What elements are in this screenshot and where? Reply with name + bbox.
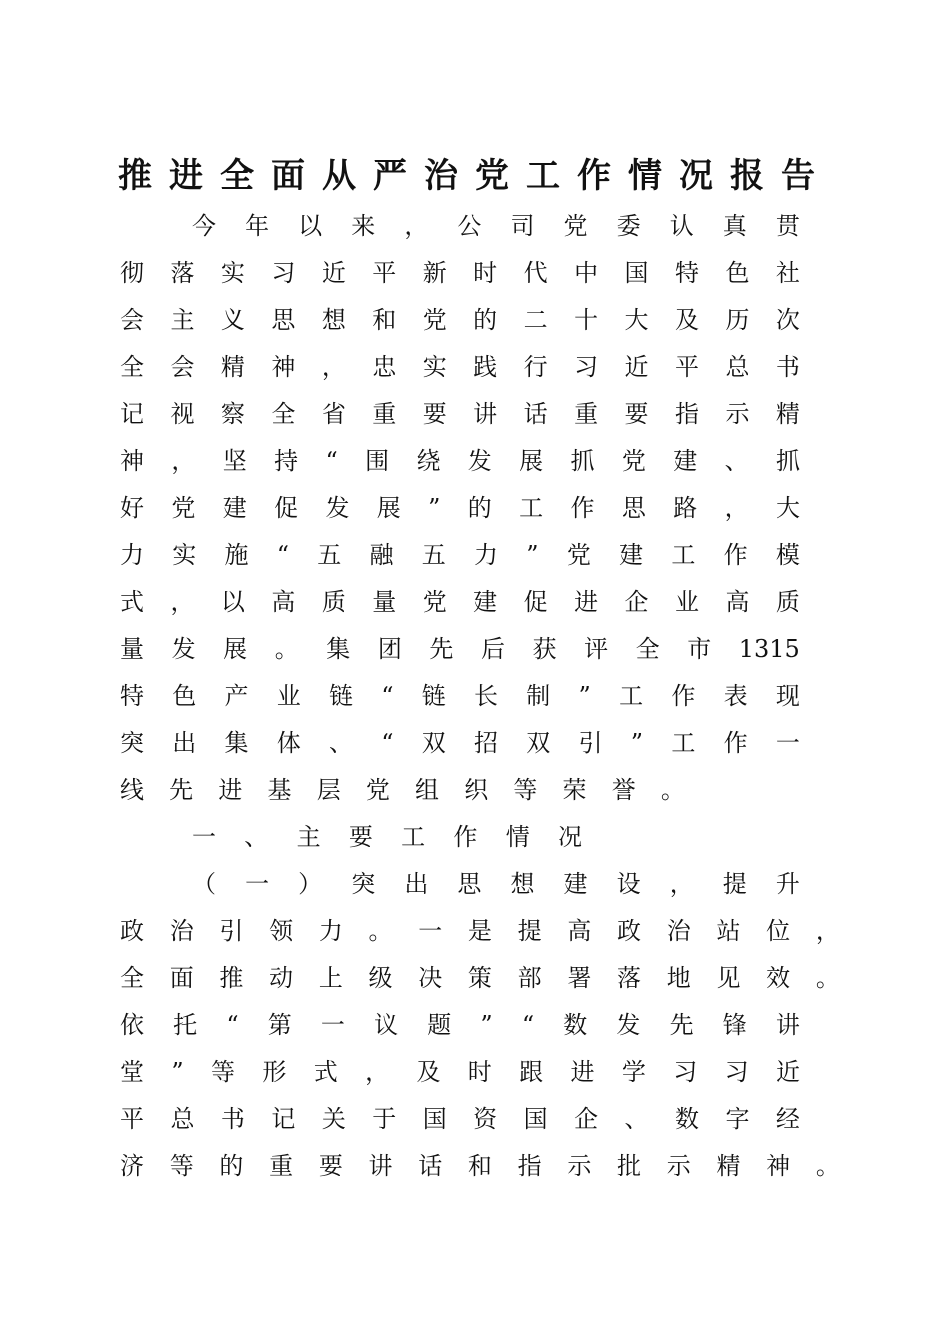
paragraph-line: 突 出 集 体 、 “ 双 招 双 引 ” 工 作 一 (120, 729, 800, 757)
section-heading: 一 、 主 要 工 作 情 况 (192, 823, 582, 851)
paragraph-line: 依 托 “ 第 一 议 题 ” “ 数 发 先 锋 讲 (120, 1011, 800, 1039)
paragraph-line: 彻 落 实 习 近 平 新 时 代 中 国 特 色 社 (120, 259, 800, 287)
paragraph-line: 政 治 引 领 力 。 一 是 提 高 政 治 站 位 ， (120, 917, 840, 945)
paragraph-line: 会 主 义 思 想 和 党 的 二 十 大 及 历 次 (120, 306, 800, 334)
document-title: 推进全面从严治党工作情况报告 (118, 156, 832, 196)
paragraph-line: 式 ， 以 高 质 量 党 建 促 进 企 业 高 质 (120, 588, 800, 616)
paragraph-line: 力 实 施 “ 五 融 五 力 ” 党 建 工 作 模 (120, 541, 800, 569)
paragraph-line: 今 年 以 来 ， 公 司 党 委 认 真 贯 (192, 212, 800, 240)
paragraph-line: 线 先 进 基 层 党 组 织 等 荣 誉 。 (120, 776, 685, 804)
paragraph-line: 济 等 的 重 要 讲 话 和 指 示 批 示 精 神 。 (120, 1152, 840, 1180)
paragraph-line: 特 色 产 业 链 “ 链 长 制 ” 工 作 表 现 (120, 682, 800, 710)
paragraph-line: 神 ， 坚 持 “ 围 绕 发 展 抓 党 建 、 抓 (120, 447, 800, 475)
paragraph-line: 全 会 精 神 ， 忠 实 践 行 习 近 平 总 书 (120, 353, 800, 381)
paragraph-line: 全 面 推 动 上 级 决 策 部 署 落 地 见 效 。 (120, 964, 840, 992)
paragraph-line: 平 总 书 记 关 于 国 资 国 企 、 数 字 经 (120, 1105, 800, 1133)
paragraph-line: 好 党 建 促 发 展 ” 的 工 作 思 路 ， 大 (120, 494, 800, 522)
paragraph-line: （ 一 ） 突 出 思 想 建 设 ， 提 升 (192, 870, 800, 898)
paragraph-line: 堂 ” 等 形 式 ， 及 时 跟 进 学 习 习 近 (120, 1058, 800, 1086)
paragraph-line: 记 视 察 全 省 重 要 讲 话 重 要 指 示 精 (120, 400, 800, 428)
paragraph-line: 量 发 展 。 集 团 先 后 获 评 全 市 1315 (120, 635, 800, 663)
